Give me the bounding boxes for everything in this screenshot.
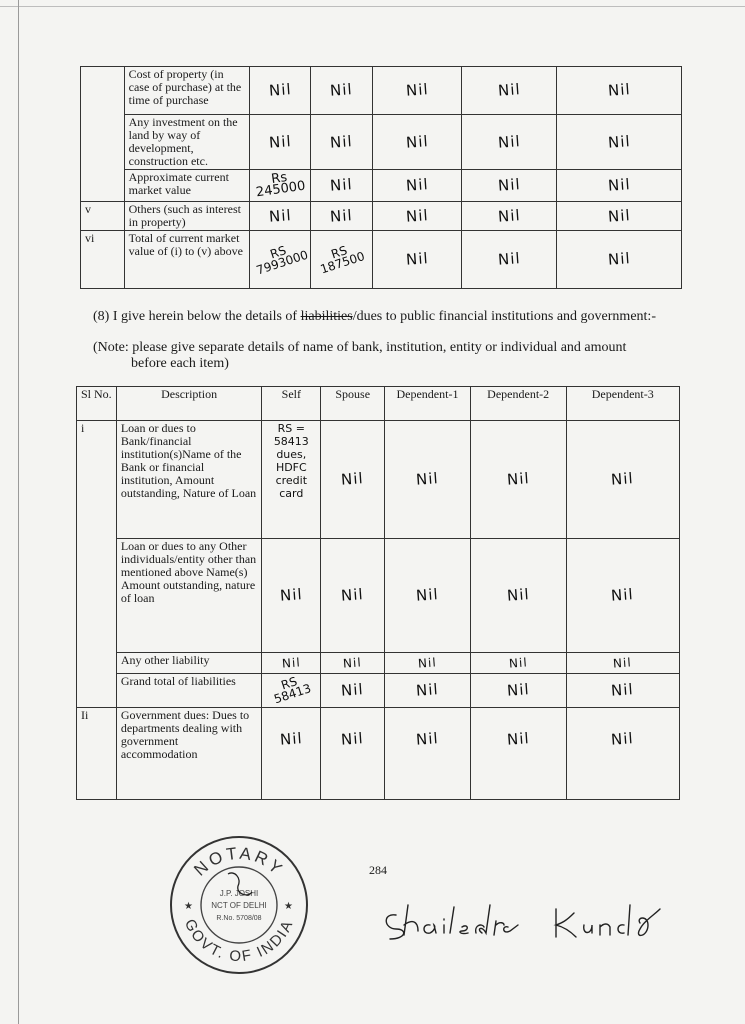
stamp-top-text: NOTARY bbox=[190, 843, 288, 880]
value-spouse: Nil bbox=[329, 205, 354, 226]
description-cell: Approximate current market value bbox=[124, 170, 249, 202]
header-description: Description bbox=[116, 387, 261, 421]
table-row bbox=[77, 708, 680, 800]
value-spouse: Nil bbox=[340, 585, 365, 605]
value-self: Nil bbox=[268, 131, 292, 152]
value-spouse: Nil bbox=[329, 80, 354, 100]
sl-cell: v bbox=[81, 202, 125, 231]
note-line-1: (Note: please give separate details of name of bank, institution, entity or individual and amount bbox=[93, 340, 627, 355]
stamp-inner-line-2: NCT OF DELHI bbox=[211, 901, 267, 910]
value-dependent-1: Nil bbox=[415, 469, 440, 489]
intro-text-after: /dues to public financial institutions and government:- bbox=[352, 309, 656, 324]
description-cell: Others (such as interest in property) bbox=[124, 202, 249, 231]
value-self: Nil bbox=[279, 729, 304, 749]
stamp-star-left: ★ bbox=[184, 901, 193, 912]
sl-cell: vi bbox=[81, 231, 125, 289]
value-dependent-1: Nil bbox=[417, 655, 438, 671]
header-dependent-1: Dependent-1 bbox=[385, 387, 471, 421]
value-dependent-1: Nil bbox=[415, 680, 440, 700]
value-dependent-3: Nil bbox=[607, 80, 632, 100]
value-dependent-1: Nil bbox=[415, 585, 440, 605]
notary-stamp bbox=[168, 834, 310, 976]
value-dependent-2: Nil bbox=[497, 175, 522, 195]
value-self: Nil bbox=[268, 205, 292, 226]
value-dependent-2: Nil bbox=[506, 729, 531, 749]
value-dependent-3: Nil bbox=[610, 585, 635, 605]
stamp-inner-line-3: R.No. 5708/08 bbox=[216, 915, 262, 922]
value-spouse: RS 187500 bbox=[319, 243, 367, 277]
value-dependent-2: Nil bbox=[497, 131, 522, 152]
value-dependent-2: Nil bbox=[506, 469, 531, 489]
signature bbox=[378, 895, 668, 945]
sl-cell bbox=[81, 67, 125, 202]
svg-text:NOTARY bbox=[190, 844, 287, 880]
value-self: RS 58413 bbox=[272, 674, 314, 707]
value-dependent-3: Nil bbox=[610, 729, 635, 749]
table-row bbox=[77, 539, 680, 653]
stamp-star-right: ★ bbox=[284, 901, 293, 912]
table-row bbox=[81, 202, 682, 231]
value-dependent-1: Nil bbox=[405, 205, 429, 226]
liabilities-table bbox=[76, 386, 680, 800]
table-row bbox=[81, 170, 682, 202]
table-row bbox=[81, 231, 682, 289]
intro-text-before: (8) I give herein below the details of bbox=[93, 309, 301, 324]
sl-cell: i bbox=[77, 421, 117, 708]
value-dependent-3: Nil bbox=[607, 249, 632, 269]
header-sl: Sl No. bbox=[77, 387, 117, 421]
value-spouse: Nil bbox=[342, 655, 363, 671]
value-dependent-3: Nil bbox=[607, 205, 632, 226]
value-dependent-2: Nil bbox=[506, 585, 531, 605]
value-dependent-3: Nil bbox=[607, 131, 632, 152]
table-header-row bbox=[77, 387, 680, 421]
value-dependent-1: Nil bbox=[405, 175, 429, 195]
value-self: Rs 245000 bbox=[255, 170, 307, 201]
sl-cell: Ii bbox=[77, 708, 117, 800]
value-dependent-3: Nil bbox=[610, 680, 635, 700]
value-spouse: Nil bbox=[340, 729, 365, 749]
value-dependent-2: Nil bbox=[497, 80, 522, 100]
stamp-bottom-text: GOVT. OF INDIA bbox=[180, 916, 298, 966]
description-cell: Loan or dues to any Other individuals/entity other than mentioned above Name(s) Amount outstanding, nature of loan bbox=[116, 539, 261, 653]
value-dependent-3: Nil bbox=[610, 469, 635, 489]
value-dependent-1: Nil bbox=[405, 131, 429, 152]
value-spouse: Nil bbox=[329, 131, 354, 152]
value-dependent-1: Nil bbox=[415, 729, 440, 749]
description-cell: Total of current market value of (i) to (v) above bbox=[124, 231, 249, 289]
header-dependent-2: Dependent-2 bbox=[470, 387, 566, 421]
value-self: Nil bbox=[279, 585, 304, 605]
table-row bbox=[77, 674, 680, 708]
note-line-2: before each item) bbox=[131, 356, 229, 371]
value-self: RS = 58413 dues, HDFC credit card bbox=[273, 422, 309, 500]
assets-table bbox=[80, 66, 682, 289]
description-cell: Grand total of liabilities bbox=[116, 674, 261, 708]
table-row bbox=[77, 653, 680, 674]
header-spouse: Spouse bbox=[321, 387, 385, 421]
value-spouse: Nil bbox=[340, 680, 365, 700]
intro-struck-word: liabilities bbox=[300, 309, 353, 324]
description-cell: Cost of property (in case of purchase) at the time of purchase bbox=[124, 67, 249, 115]
value-dependent-2: Nil bbox=[497, 249, 522, 269]
value-dependent-1: Nil bbox=[405, 249, 429, 269]
description-cell: Government dues: Dues to departments dealing with government accommodation bbox=[116, 708, 261, 800]
top-border-line bbox=[0, 6, 745, 7]
header-dependent-3: Dependent-3 bbox=[566, 387, 680, 421]
value-spouse: Nil bbox=[329, 175, 354, 195]
value-dependent-2: Nil bbox=[497, 205, 522, 226]
section-8-intro bbox=[93, 309, 733, 325]
table-row bbox=[77, 421, 680, 539]
value-dependent-3: Nil bbox=[607, 175, 632, 195]
table-row bbox=[81, 115, 682, 170]
value-dependent-2: Nil bbox=[508, 655, 528, 671]
value-self: Nil bbox=[268, 80, 292, 100]
value-self: Nil bbox=[281, 655, 302, 671]
page-number: 284 bbox=[369, 863, 387, 877]
header-self: Self bbox=[262, 387, 321, 421]
value-spouse: Nil bbox=[340, 469, 365, 489]
description-cell: Any investment on the land by way of development, construction etc. bbox=[124, 115, 249, 170]
value-self: RS 7993000 bbox=[254, 243, 310, 278]
value-dependent-3: Nil bbox=[612, 655, 633, 671]
svg-text:GOVT. OF INDIA bbox=[181, 917, 297, 966]
value-dependent-2: Nil bbox=[506, 680, 531, 700]
table-row bbox=[81, 67, 682, 115]
page-edge-line bbox=[18, 0, 19, 1024]
stamp-inner-line-1: J.P. JOSHI bbox=[219, 889, 259, 898]
section-8-note bbox=[93, 340, 733, 372]
description-cell: Loan or dues to Bank/financial institution(s)Name of the Bank or financial institution, Amount outstanding, Nature of Loan bbox=[116, 421, 261, 539]
description-cell: Any other liability bbox=[116, 653, 261, 674]
value-dependent-1: Nil bbox=[405, 80, 429, 100]
